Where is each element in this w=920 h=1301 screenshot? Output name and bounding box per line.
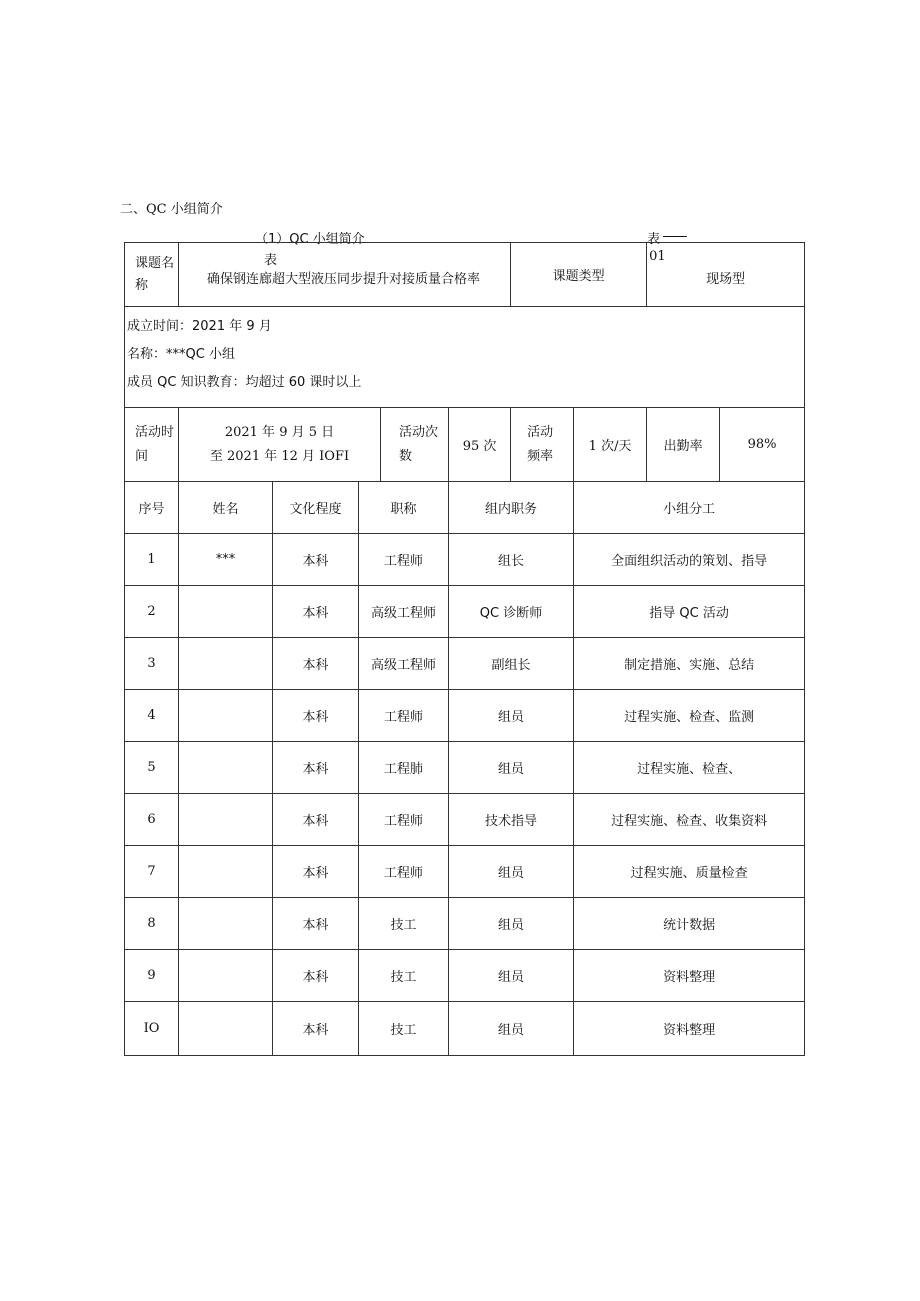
- member-duty: 资料整理: [574, 1002, 805, 1056]
- member-education: 本科: [273, 898, 359, 950]
- member-education: 本科: [273, 690, 359, 742]
- member-education: 本科: [273, 846, 359, 898]
- member-title: 工程肺: [359, 742, 449, 794]
- member-duty: 制定措施、实施、总结: [574, 638, 805, 690]
- activity-time-label-cell: [125, 408, 179, 482]
- member-name: [179, 690, 273, 742]
- member-no: 1: [125, 534, 179, 586]
- member-duty: 过程实施、检查、: [574, 742, 805, 794]
- member-duty: 资料整理: [574, 950, 805, 1002]
- topic-label-line1: 课题名: [135, 255, 175, 271]
- member-name: [179, 638, 273, 690]
- member-no: IO: [125, 1002, 179, 1056]
- member-no: 7: [125, 846, 179, 898]
- table-row: [125, 950, 805, 1002]
- member-name: [179, 586, 273, 638]
- activity-freq-value: 1 次/天: [574, 408, 647, 482]
- member-name: [179, 950, 273, 1002]
- member-role: 组员: [449, 1002, 574, 1056]
- established-time: 成立时间：2021 年 9 月: [127, 319, 272, 334]
- activity-count-label-line1: 活动次: [399, 424, 439, 440]
- header-duty: 小组分工: [574, 482, 805, 534]
- attendance-value: 98%: [720, 408, 805, 482]
- member-education: 本科: [273, 950, 359, 1002]
- table-caption: （1）QC 小组简介: [255, 232, 365, 247]
- member-role: 副组长: [449, 638, 574, 690]
- member-role: 组长: [449, 534, 574, 586]
- topic-label-cell: [125, 243, 179, 307]
- activity-count-label-line2: 数: [399, 448, 413, 464]
- activity-freq-label-line2: 频率: [527, 448, 554, 464]
- activity-time-label-line2: 间: [135, 448, 149, 464]
- member-duty: 过程实施、检查、监测: [574, 690, 805, 742]
- header-education: 文化程度: [273, 482, 359, 534]
- table-code: 01: [649, 249, 666, 264]
- member-no: 6: [125, 794, 179, 846]
- member-name: [179, 898, 273, 950]
- member-no: 4: [125, 690, 179, 742]
- member-duty: 统计数据: [574, 898, 805, 950]
- table-row: [125, 534, 805, 586]
- member-no: 9: [125, 950, 179, 1002]
- group-info-cell: [125, 307, 805, 408]
- member-education: 本科: [273, 586, 359, 638]
- member-no: 2: [125, 586, 179, 638]
- topic-name: 确保钢连廊超大型液压同步提升对接质量合格率: [207, 272, 481, 287]
- member-title: 工程师: [359, 690, 449, 742]
- member-role: 组员: [449, 742, 574, 794]
- table-row: [125, 586, 805, 638]
- member-role: 组员: [449, 950, 574, 1002]
- table-number-label: 表: [647, 232, 661, 247]
- topic-row: [125, 243, 805, 307]
- member-no: 3: [125, 638, 179, 690]
- activity-date-end: 至 2021 年 12 月 IOFI: [209, 448, 350, 464]
- topic-prefix: 表: [264, 253, 278, 268]
- header-no: 序号: [125, 482, 179, 534]
- activity-count-value: 95 次: [449, 408, 511, 482]
- activity-dates-cell: [179, 408, 381, 482]
- member-role: QC 诊断师: [449, 586, 574, 638]
- member-title: 技工: [359, 898, 449, 950]
- header-title: 职称: [359, 482, 449, 534]
- qc-education: 成员 QC 知识教育：均超过 60 课时以上: [127, 375, 362, 390]
- topic-label-line2: 称: [135, 277, 149, 293]
- group-name: 名称：***QC 小组: [127, 347, 235, 362]
- table-row: [125, 846, 805, 898]
- table-row: [125, 638, 805, 690]
- activity-count-label-cell: [381, 408, 449, 482]
- topic-type-value: 现场型: [706, 272, 746, 287]
- table-row: [125, 898, 805, 950]
- activity-date-start: 2021 年 9 月 5 日: [224, 424, 335, 440]
- activity-freq-label-line1: 活动: [527, 424, 554, 440]
- member-title: 高级工程师: [359, 638, 449, 690]
- member-role: 组员: [449, 690, 574, 742]
- member-no: 8: [125, 898, 179, 950]
- table-row: [125, 794, 805, 846]
- member-no: 5: [125, 742, 179, 794]
- member-header-row: [125, 482, 805, 534]
- member-role: 组员: [449, 846, 574, 898]
- member-name: [179, 794, 273, 846]
- activity-time-label-line1: 活动时: [135, 424, 175, 440]
- member-name: ***: [179, 534, 273, 586]
- section-heading: 二、QC 小组简介: [120, 202, 223, 217]
- member-title: 工程师: [359, 846, 449, 898]
- table-row: [125, 1002, 805, 1056]
- member-education: 本科: [273, 1002, 359, 1056]
- member-title: 高级工程师: [359, 586, 449, 638]
- activity-row: [125, 408, 805, 482]
- member-education: 本科: [273, 742, 359, 794]
- qc-group-table: [124, 242, 805, 1056]
- table-row: [125, 742, 805, 794]
- info-row: [125, 307, 805, 408]
- member-title: 技工: [359, 950, 449, 1002]
- table-row: [125, 690, 805, 742]
- member-duty: 指导 QC 活动: [574, 586, 805, 638]
- member-education: 本科: [273, 794, 359, 846]
- member-role: 技术指导: [449, 794, 574, 846]
- member-duty: 过程实施、检查、收集资料: [574, 794, 805, 846]
- member-name: [179, 1002, 273, 1056]
- attendance-label: 出勤率: [647, 408, 720, 482]
- member-duty: 过程实施、质量检查: [574, 846, 805, 898]
- member-title: 技工: [359, 1002, 449, 1056]
- member-role: 组员: [449, 898, 574, 950]
- table-number-underline: [663, 236, 687, 237]
- topic-type-value-cell: [647, 243, 805, 307]
- member-name: [179, 742, 273, 794]
- topic-name-cell: [179, 243, 511, 307]
- member-title: 工程师: [359, 794, 449, 846]
- member-title: 工程师: [359, 534, 449, 586]
- topic-type-label: 课题类型: [511, 243, 647, 307]
- header-role: 组内职务: [449, 482, 574, 534]
- activity-freq-label-cell: [511, 408, 574, 482]
- header-name: 姓名: [179, 482, 273, 534]
- member-education: 本科: [273, 534, 359, 586]
- member-name: [179, 846, 273, 898]
- member-duty: 全面组织活动的策划、指导: [574, 534, 805, 586]
- member-education: 本科: [273, 638, 359, 690]
